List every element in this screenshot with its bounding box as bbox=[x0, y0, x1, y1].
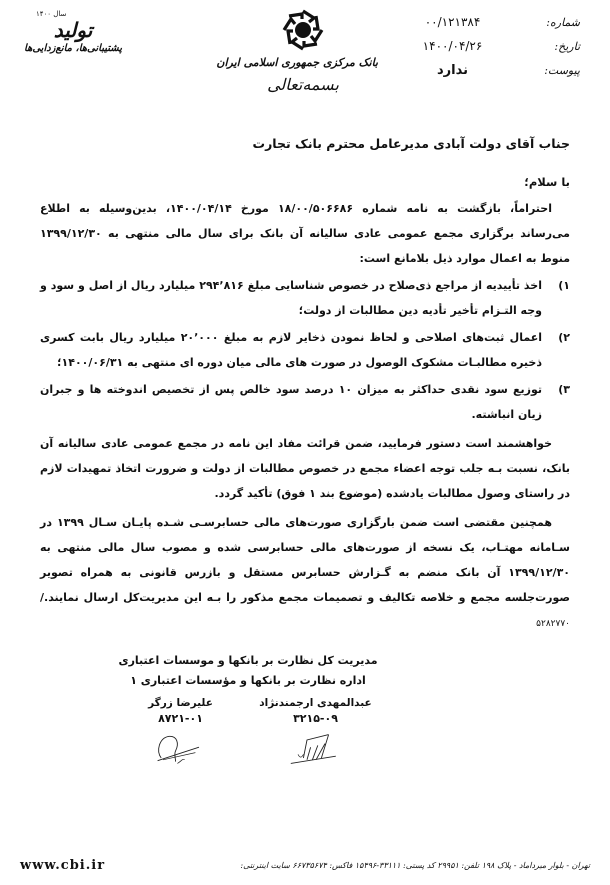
letter-date-row bbox=[380, 34, 580, 58]
signer-name: عبدالمهدی ارجمندنژاد bbox=[259, 697, 372, 709]
signers bbox=[118, 695, 378, 727]
list-item-text: توزیع سود نقدی حداکثر به میزان ۱۰ درصد سود خالص پس از تخصیص اندوخته ها و جبران زیان انباشته. bbox=[40, 383, 542, 421]
list-item-2 bbox=[40, 325, 570, 375]
attachment-value: ندارد bbox=[436, 62, 468, 78]
signature-1-wrap bbox=[253, 731, 378, 767]
list-item-1 bbox=[40, 273, 570, 323]
closing-reference: ۵۲۸۲۷۷۰ bbox=[536, 619, 570, 629]
bank-name: بانک مرکزی جمهوری اسلامی ایران bbox=[216, 56, 378, 69]
list-item-text: اخذ تأییدیه از مراجع ذی‌صلاح در خصوص شناسایی مبلغ ۲۹۴٬۸۱۶ میلیارد ریال از اصل و سود و وجه التـزام تأخیر تأدیه دین مطالبات از دولت؛ bbox=[40, 279, 542, 317]
footer-address: تهران - بلوار میرداماد - پلاک ۱۹۸ تلفن: ۲۹۹۵۱ کد پستی: ۳۳۱۱۱-۱۵۴۹۶ فاکس: ۶۶۷۳۵۶۷۴ سایت اینترنتی: bbox=[240, 861, 590, 870]
letter-body bbox=[0, 134, 610, 781]
attachment-row bbox=[380, 58, 580, 82]
attachment-label: پیوست: bbox=[544, 63, 580, 77]
signature-area bbox=[40, 651, 570, 781]
slogan-year: سال ۱۴۰۰ bbox=[36, 10, 67, 18]
letter-date-label: تاریخ: bbox=[554, 39, 580, 53]
intro-paragraph: احتراماً، بازگشت به نامه شماره ۱۸/۰۰/۵۰۶۶۸۶ مورخ ۱۴۰۰/۰۴/۱۴، بدین‌وسیله به اطلاع می‌رساند برگزاری مجمع عمومی عادی سالیانه آن بانک برای سال مالی منتهی به ۱۳۹۹/۱۲/۳۰ منوط به اعمال موارد ذیل بلامانع است: bbox=[40, 202, 570, 265]
signature-department: مدیریت کل نظارت بر بانکها و موسسات اعتباری bbox=[118, 654, 378, 667]
letter-number-value: ۰۰/۱۲۱۳۸۴ bbox=[424, 15, 481, 29]
signature-2-wrap bbox=[118, 731, 243, 767]
bismillah-heading: بسمه‌تعالی bbox=[267, 75, 339, 94]
list-item-text: اعمال ثبت‌های اصلاحی و لحاظ نمودن ذخایر لازم به مبلغ ۲۰٬۰۰۰ میلیارد ریال بابت کسری ذخیره مطالبـات مشکوک الوصول در صورت های مالی میان دوره ای منتهی به ۱۴۰۰/۰۶/۳۱؛ bbox=[40, 331, 542, 369]
bank-logo-block bbox=[216, 8, 378, 94]
list-item-number: ۱) bbox=[558, 279, 570, 292]
list-item-number: ۲) bbox=[558, 331, 570, 344]
letter-date-value: ۱۴۰۰/۰۴/۲۶ bbox=[422, 39, 483, 53]
footer-website-link[interactable]: www.cbi.ir bbox=[20, 858, 106, 873]
closing-paragraph bbox=[40, 510, 570, 637]
letter-meta bbox=[380, 10, 580, 82]
slogan-subtitle: پشتیبانی‌ها، مانع‌زدایی‌ها bbox=[24, 43, 122, 54]
production-slogan bbox=[14, 10, 132, 54]
addressee: جناب آقای دولت آبادی مدیرعامل محترم بانک تجارت bbox=[252, 136, 570, 151]
signature-arjmandnejad-icon bbox=[286, 731, 346, 767]
list-item-3 bbox=[40, 377, 570, 427]
signer-2 bbox=[118, 695, 243, 727]
signer-name: علیرضا زرگر bbox=[148, 697, 213, 709]
signature-zargar-icon bbox=[151, 731, 211, 767]
signer-code: ۳۲۱۵-۰۹ bbox=[293, 712, 338, 725]
greeting: با سلام؛ bbox=[524, 175, 570, 189]
letter-number-label: شماره: bbox=[546, 15, 580, 29]
list-item-number: ۳) bbox=[558, 383, 570, 396]
slogan-title: تولید bbox=[53, 18, 93, 42]
signature-block bbox=[118, 651, 378, 767]
signature-office: اداره نظارت بر بانکها و مؤسسات اعتباری ۱ bbox=[130, 674, 366, 687]
signer-code: ۸۷۲۱-۰۱ bbox=[158, 712, 203, 725]
signer-1 bbox=[253, 695, 378, 727]
closing-text: همچنین مقتضی است ضمن بارگزاری صورت‌های مالی حسابرسـی شـده پایـان سـال ۱۳۹۹ در سـامانه مهتـاب، یک نسخه از صورت‌های مالی حسابرسی شده و مصوب سال مالی منتهی به ۱۳۹۹/۱۲/۳۰ آن بانک منضم به گـزارش حسابرس مستقل و بازرس قانونی به همراه تصویر صورت‌جلسه مجمع و خلاصه تکالیف و تصمیمات مجمع مذکور را بـه این مدیریت‌کل ارسال نمایند./ bbox=[40, 516, 570, 604]
letterhead-footer bbox=[20, 858, 590, 873]
request-paragraph: خواهشمند است دستور فرمایید، ضمن قرائت مفاد این نامه در مجمع عمومی عادی سالیانه آن بانک، نسبت بـه جلب توجه اعضاء مجمع در خصوص مطالبات از دولت و ضرورت اتخاذ تمهیدات لازم در راستای وصول مطالبات یادشده (موضوع بند ۱ فوق) تأکید گردد. bbox=[40, 437, 570, 500]
letter-number-row bbox=[380, 10, 580, 34]
letterhead bbox=[0, 0, 610, 128]
handwritten-signatures bbox=[118, 731, 378, 767]
central-bank-emblem-icon bbox=[281, 8, 325, 52]
